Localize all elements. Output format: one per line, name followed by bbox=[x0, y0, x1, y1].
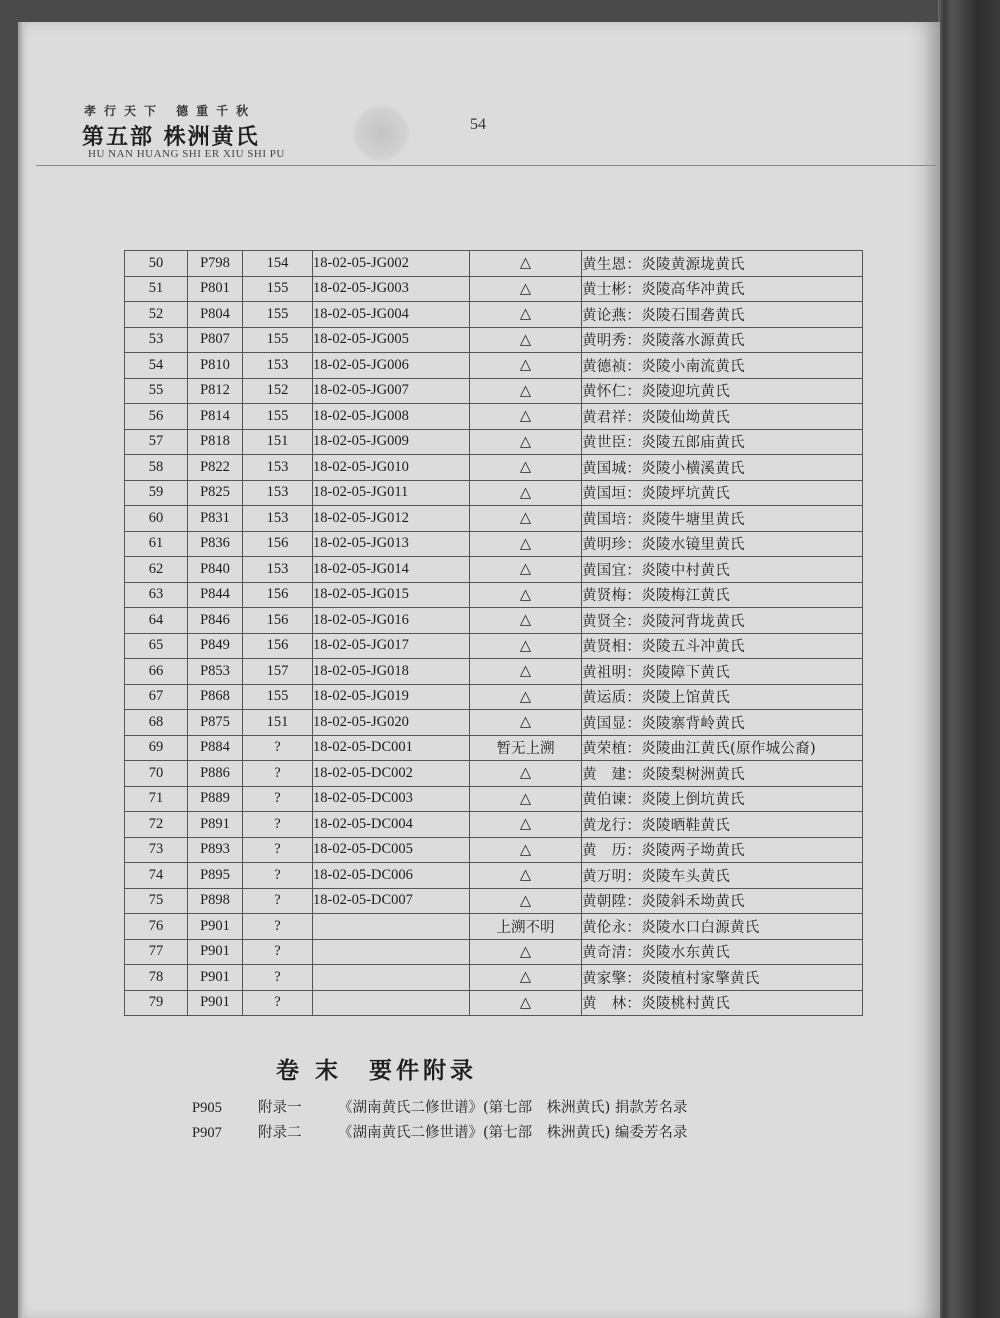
lineage-mark-cell: △ bbox=[470, 455, 582, 481]
row-number-cell: 51 bbox=[125, 276, 188, 302]
page-ref-cell: P884 bbox=[188, 735, 243, 761]
branch-code-cell: 18-02-05-JG020 bbox=[313, 710, 470, 736]
row-number-cell: 59 bbox=[125, 480, 188, 506]
branch-code-cell: 18-02-05-JG015 bbox=[313, 582, 470, 608]
page-ref-cell: P822 bbox=[188, 455, 243, 481]
page-ref-cell: P886 bbox=[188, 761, 243, 787]
row-number-cell: 74 bbox=[125, 863, 188, 889]
generation-cell: 151 bbox=[243, 710, 313, 736]
appendix-text: 《湖南黄氏二修世谱》(第七部 株洲黄氏) 捐款芳名录 bbox=[338, 1100, 688, 1116]
row-number-cell: 55 bbox=[125, 378, 188, 404]
lineage-mark-cell: △ bbox=[470, 531, 582, 557]
generation-cell: 156 bbox=[243, 633, 313, 659]
row-number-cell: 69 bbox=[125, 735, 188, 761]
table-row bbox=[125, 608, 863, 634]
ancestor-branch-cell: 黄荣植：炎陵曲江黄氏(原作城公裔) bbox=[582, 735, 863, 761]
ancestor-branch-cell: 黄龙行：炎陵晒鞋黄氏 bbox=[582, 812, 863, 838]
page-ref-cell: P814 bbox=[188, 404, 243, 430]
generation-cell: ? bbox=[243, 786, 313, 812]
generation-cell: ? bbox=[243, 735, 313, 761]
header-pinyin: HU NAN HUANG SHI ER XIU SHI PU bbox=[88, 148, 285, 160]
branch-code-cell: 18-02-05-JG017 bbox=[313, 633, 470, 659]
ancestor-branch-cell: 黄世臣：炎陵五郎庙黄氏 bbox=[582, 429, 863, 455]
lineage-mark-cell: △ bbox=[470, 786, 582, 812]
page-ref-cell: P853 bbox=[188, 659, 243, 685]
branch-code-cell: 18-02-05-DC002 bbox=[313, 761, 470, 787]
branch-code-cell: 18-02-05-DC004 bbox=[313, 812, 470, 838]
header-emblem-icon bbox=[352, 104, 410, 162]
ancestor-branch-cell: 黄国显：炎陵寨背岭黄氏 bbox=[582, 710, 863, 736]
lineage-mark-cell: △ bbox=[470, 353, 582, 379]
generation-cell: 153 bbox=[243, 557, 313, 583]
page-ref-cell: P849 bbox=[188, 633, 243, 659]
appendix-item bbox=[192, 1121, 687, 1142]
lineage-mark-cell: △ bbox=[470, 378, 582, 404]
branch-code-cell: 18-02-05-JG010 bbox=[313, 455, 470, 481]
row-number-cell: 56 bbox=[125, 404, 188, 430]
table-row bbox=[125, 276, 863, 302]
table-row bbox=[125, 480, 863, 506]
lineage-mark-cell: △ bbox=[470, 684, 582, 710]
ancestor-branch-cell: 黄伦永：炎陵水口白源黄氏 bbox=[582, 914, 863, 940]
page-ref-cell: P875 bbox=[188, 710, 243, 736]
table-row bbox=[125, 531, 863, 557]
branch-code-cell: 18-02-05-JG002 bbox=[313, 251, 470, 277]
generation-cell: ? bbox=[243, 939, 313, 965]
branch-code-cell bbox=[313, 914, 470, 940]
page-ref-cell: P901 bbox=[188, 965, 243, 991]
lineage-mark-cell: △ bbox=[470, 965, 582, 991]
table-row bbox=[125, 786, 863, 812]
generation-cell: ? bbox=[243, 761, 313, 787]
table-row bbox=[125, 914, 863, 940]
ancestor-branch-cell: 黄生恩：炎陵黄源垅黄氏 bbox=[582, 251, 863, 277]
ancestor-branch-cell: 黄贤全：炎陵河背垅黄氏 bbox=[582, 608, 863, 634]
table-row bbox=[125, 888, 863, 914]
ancestor-branch-cell: 黄明珍：炎陵水镜里黄氏 bbox=[582, 531, 863, 557]
table-row bbox=[125, 506, 863, 532]
ancestor-branch-cell: 黄国宜：炎陵中村黄氏 bbox=[582, 557, 863, 583]
page-ref-cell: P891 bbox=[188, 812, 243, 838]
branch-code-cell: 18-02-05-DC001 bbox=[313, 735, 470, 761]
page-ref-cell: P898 bbox=[188, 888, 243, 914]
page-ref-cell: P801 bbox=[188, 276, 243, 302]
ancestor-branch-cell: 黄 历：炎陵两子坳黄氏 bbox=[582, 837, 863, 863]
ancestor-branch-cell: 黄国培：炎陵牛塘里黄氏 bbox=[582, 506, 863, 532]
generation-cell: 156 bbox=[243, 531, 313, 557]
ancestor-branch-cell: 黄国垣：炎陵坪坑黄氏 bbox=[582, 480, 863, 506]
table-row bbox=[125, 837, 863, 863]
generation-cell: 155 bbox=[243, 684, 313, 710]
table-row bbox=[125, 582, 863, 608]
row-number-cell: 67 bbox=[125, 684, 188, 710]
ancestor-branch-cell: 黄 林：炎陵桃村黄氏 bbox=[582, 990, 863, 1016]
page-number: 54 bbox=[470, 116, 486, 133]
generation-cell: 155 bbox=[243, 327, 313, 353]
generation-cell: 153 bbox=[243, 506, 313, 532]
appendix-title: 卷 末 要件附录 bbox=[276, 1057, 478, 1084]
branch-code-cell: 18-02-05-JG003 bbox=[313, 276, 470, 302]
lineage-mark-cell: △ bbox=[470, 990, 582, 1016]
page-ref-cell: P901 bbox=[188, 914, 243, 940]
lineage-mark-cell: △ bbox=[470, 659, 582, 685]
table-row bbox=[125, 633, 863, 659]
table-row bbox=[125, 557, 863, 583]
ancestor-branch-cell: 黄家擎：炎陵植村家擎黄氏 bbox=[582, 965, 863, 991]
branch-code-cell: 18-02-05-JG012 bbox=[313, 506, 470, 532]
branch-code-cell: 18-02-05-DC007 bbox=[313, 888, 470, 914]
generation-cell: ? bbox=[243, 837, 313, 863]
table-row bbox=[125, 404, 863, 430]
branch-code-cell: 18-02-05-JG013 bbox=[313, 531, 470, 557]
page-ref-cell: P807 bbox=[188, 327, 243, 353]
table-row bbox=[125, 761, 863, 787]
branch-code-cell: 18-02-05-JG019 bbox=[313, 684, 470, 710]
page-ref-cell: P825 bbox=[188, 480, 243, 506]
lineage-mark-cell: △ bbox=[470, 837, 582, 863]
generation-cell: 153 bbox=[243, 455, 313, 481]
branch-code-cell: 18-02-05-JG006 bbox=[313, 353, 470, 379]
appendix-label: 附录一 bbox=[258, 1100, 302, 1116]
generation-cell: ? bbox=[243, 863, 313, 889]
row-number-cell: 54 bbox=[125, 353, 188, 379]
appendix-item bbox=[192, 1096, 687, 1117]
branch-code-cell: 18-02-05-JG018 bbox=[313, 659, 470, 685]
row-number-cell: 57 bbox=[125, 429, 188, 455]
lineage-mark-cell: △ bbox=[470, 251, 582, 277]
ancestor-branch-cell: 黄士彬：炎陵高华冲黄氏 bbox=[582, 276, 863, 302]
ancestor-branch-cell: 黄德祯：炎陵小南流黄氏 bbox=[582, 353, 863, 379]
ancestor-branch-cell: 黄伯谏：炎陵上倒坑黄氏 bbox=[582, 786, 863, 812]
header-slogan: 孝行天下 德重千秋 bbox=[84, 104, 257, 118]
page-ref-cell: P836 bbox=[188, 531, 243, 557]
row-number-cell: 77 bbox=[125, 939, 188, 965]
lineage-mark-cell: △ bbox=[470, 812, 582, 838]
appendix-text: 《湖南黄氏二修世谱》(第七部 株洲黄氏) 编委芳名录 bbox=[338, 1125, 688, 1141]
appendix-label: 附录二 bbox=[258, 1125, 302, 1141]
table-row bbox=[125, 863, 863, 889]
ancestor-branch-cell: 黄祖明：炎陵障下黄氏 bbox=[582, 659, 863, 685]
branch-code-cell: 18-02-05-JG005 bbox=[313, 327, 470, 353]
page-ref-cell: P893 bbox=[188, 837, 243, 863]
generation-cell: 154 bbox=[243, 251, 313, 277]
branch-code-cell: 18-02-05-JG014 bbox=[313, 557, 470, 583]
row-number-cell: 78 bbox=[125, 965, 188, 991]
row-number-cell: 60 bbox=[125, 506, 188, 532]
table-row bbox=[125, 710, 863, 736]
row-number-cell: 65 bbox=[125, 633, 188, 659]
generation-cell: ? bbox=[243, 990, 313, 1016]
generation-cell: 153 bbox=[243, 480, 313, 506]
ancestor-branch-cell: 黄国城：炎陵小横溪黄氏 bbox=[582, 455, 863, 481]
page-ref-cell: P798 bbox=[188, 251, 243, 277]
generation-cell: 151 bbox=[243, 429, 313, 455]
table-row bbox=[125, 735, 863, 761]
ancestor-branch-cell: 黄贤梅：炎陵梅江黄氏 bbox=[582, 582, 863, 608]
page-ref-cell: P831 bbox=[188, 506, 243, 532]
lineage-mark-cell: △ bbox=[470, 633, 582, 659]
page-ref-cell: P901 bbox=[188, 990, 243, 1016]
table-row bbox=[125, 429, 863, 455]
register-table bbox=[124, 250, 863, 1016]
branch-code-cell: 18-02-05-JG008 bbox=[313, 404, 470, 430]
lineage-mark-cell: △ bbox=[470, 608, 582, 634]
page-ref-cell: P846 bbox=[188, 608, 243, 634]
branch-code-cell bbox=[313, 990, 470, 1016]
generation-cell: ? bbox=[243, 914, 313, 940]
page-ref-cell: P810 bbox=[188, 353, 243, 379]
row-number-cell: 62 bbox=[125, 557, 188, 583]
generation-cell: ? bbox=[243, 812, 313, 838]
row-number-cell: 70 bbox=[125, 761, 188, 787]
lineage-mark-cell: △ bbox=[470, 506, 582, 532]
generation-cell: 153 bbox=[243, 353, 313, 379]
lineage-mark-cell: △ bbox=[470, 480, 582, 506]
generation-cell: 155 bbox=[243, 404, 313, 430]
lineage-mark-cell: △ bbox=[470, 404, 582, 430]
page-ref-cell: P812 bbox=[188, 378, 243, 404]
row-number-cell: 79 bbox=[125, 990, 188, 1016]
table-row bbox=[125, 939, 863, 965]
header-title: 第五部 株洲黄氏 bbox=[82, 125, 260, 150]
lineage-mark-cell: △ bbox=[470, 888, 582, 914]
branch-code-cell: 18-02-05-JG016 bbox=[313, 608, 470, 634]
row-number-cell: 68 bbox=[125, 710, 188, 736]
table-row bbox=[125, 990, 863, 1016]
table-row bbox=[125, 327, 863, 353]
row-number-cell: 75 bbox=[125, 888, 188, 914]
generation-cell: 156 bbox=[243, 582, 313, 608]
row-number-cell: 53 bbox=[125, 327, 188, 353]
lineage-mark-cell: △ bbox=[470, 302, 582, 328]
branch-code-cell: 18-02-05-DC006 bbox=[313, 863, 470, 889]
branch-code-cell: 18-02-05-DC003 bbox=[313, 786, 470, 812]
lineage-mark-cell: △ bbox=[470, 710, 582, 736]
branch-code-cell: 18-02-05-JG009 bbox=[313, 429, 470, 455]
ancestor-branch-cell: 黄君祥：炎陵仙坳黄氏 bbox=[582, 404, 863, 430]
branch-code-cell bbox=[313, 939, 470, 965]
lineage-mark-cell: △ bbox=[470, 761, 582, 787]
page-ref-cell: P818 bbox=[188, 429, 243, 455]
book-spine bbox=[938, 0, 1000, 1318]
register-table-body bbox=[125, 251, 863, 1016]
lineage-mark-cell: △ bbox=[470, 557, 582, 583]
table-row bbox=[125, 965, 863, 991]
table-row bbox=[125, 684, 863, 710]
lineage-mark-cell: 上溯不明 bbox=[470, 914, 582, 940]
lineage-mark-cell: △ bbox=[470, 276, 582, 302]
appendix-page: P905 bbox=[192, 1100, 222, 1116]
generation-cell: 155 bbox=[243, 302, 313, 328]
ancestor-branch-cell: 黄论燕：炎陵石围砻黄氏 bbox=[582, 302, 863, 328]
ancestor-branch-cell: 黄怀仁：炎陵迎坑黄氏 bbox=[582, 378, 863, 404]
page-ref-cell: P901 bbox=[188, 939, 243, 965]
page-edge bbox=[18, 22, 24, 1318]
row-number-cell: 52 bbox=[125, 302, 188, 328]
generation-cell: 155 bbox=[243, 276, 313, 302]
table-row bbox=[125, 353, 863, 379]
branch-code-cell: 18-02-05-DC005 bbox=[313, 837, 470, 863]
table-row bbox=[125, 812, 863, 838]
page-ref-cell: P895 bbox=[188, 863, 243, 889]
ancestor-branch-cell: 黄运质：炎陵上馆黄氏 bbox=[582, 684, 863, 710]
ancestor-branch-cell: 黄 建：炎陵梨树洲黄氏 bbox=[582, 761, 863, 787]
branch-code-cell: 18-02-05-JG004 bbox=[313, 302, 470, 328]
row-number-cell: 64 bbox=[125, 608, 188, 634]
row-number-cell: 71 bbox=[125, 786, 188, 812]
row-number-cell: 72 bbox=[125, 812, 188, 838]
generation-cell: ? bbox=[243, 888, 313, 914]
page-ref-cell: P840 bbox=[188, 557, 243, 583]
lineage-mark-cell: △ bbox=[470, 429, 582, 455]
table-row bbox=[125, 659, 863, 685]
appendix-page: P907 bbox=[192, 1125, 222, 1141]
lineage-mark-cell: △ bbox=[470, 327, 582, 353]
ancestor-branch-cell: 黄万明：炎陵车头黄氏 bbox=[582, 863, 863, 889]
table-row bbox=[125, 302, 863, 328]
lineage-mark-cell: 暂无上溯 bbox=[470, 735, 582, 761]
table-row bbox=[125, 251, 863, 277]
lineage-mark-cell: △ bbox=[470, 863, 582, 889]
ancestor-branch-cell: 黄贤相：炎陵五斗冲黄氏 bbox=[582, 633, 863, 659]
table-row bbox=[125, 378, 863, 404]
row-number-cell: 61 bbox=[125, 531, 188, 557]
row-number-cell: 66 bbox=[125, 659, 188, 685]
page-ref-cell: P844 bbox=[188, 582, 243, 608]
branch-code-cell bbox=[313, 965, 470, 991]
row-number-cell: 50 bbox=[125, 251, 188, 277]
lineage-mark-cell: △ bbox=[470, 939, 582, 965]
ancestor-branch-cell: 黄朝陞：炎陵斜禾坳黄氏 bbox=[582, 888, 863, 914]
page-ref-cell: P889 bbox=[188, 786, 243, 812]
generation-cell: 157 bbox=[243, 659, 313, 685]
lineage-mark-cell: △ bbox=[470, 582, 582, 608]
generation-cell: 156 bbox=[243, 608, 313, 634]
row-number-cell: 58 bbox=[125, 455, 188, 481]
ancestor-branch-cell: 黄明秀：炎陵落水源黄氏 bbox=[582, 327, 863, 353]
page-ref-cell: P804 bbox=[188, 302, 243, 328]
page-ref-cell: P868 bbox=[188, 684, 243, 710]
header-rule bbox=[36, 165, 936, 166]
generation-cell: 152 bbox=[243, 378, 313, 404]
branch-code-cell: 18-02-05-JG011 bbox=[313, 480, 470, 506]
generation-cell: ? bbox=[243, 965, 313, 991]
row-number-cell: 76 bbox=[125, 914, 188, 940]
row-number-cell: 73 bbox=[125, 837, 188, 863]
branch-code-cell: 18-02-05-JG007 bbox=[313, 378, 470, 404]
row-number-cell: 63 bbox=[125, 582, 188, 608]
ancestor-branch-cell: 黄奇清：炎陵水东黄氏 bbox=[582, 939, 863, 965]
table-row bbox=[125, 455, 863, 481]
